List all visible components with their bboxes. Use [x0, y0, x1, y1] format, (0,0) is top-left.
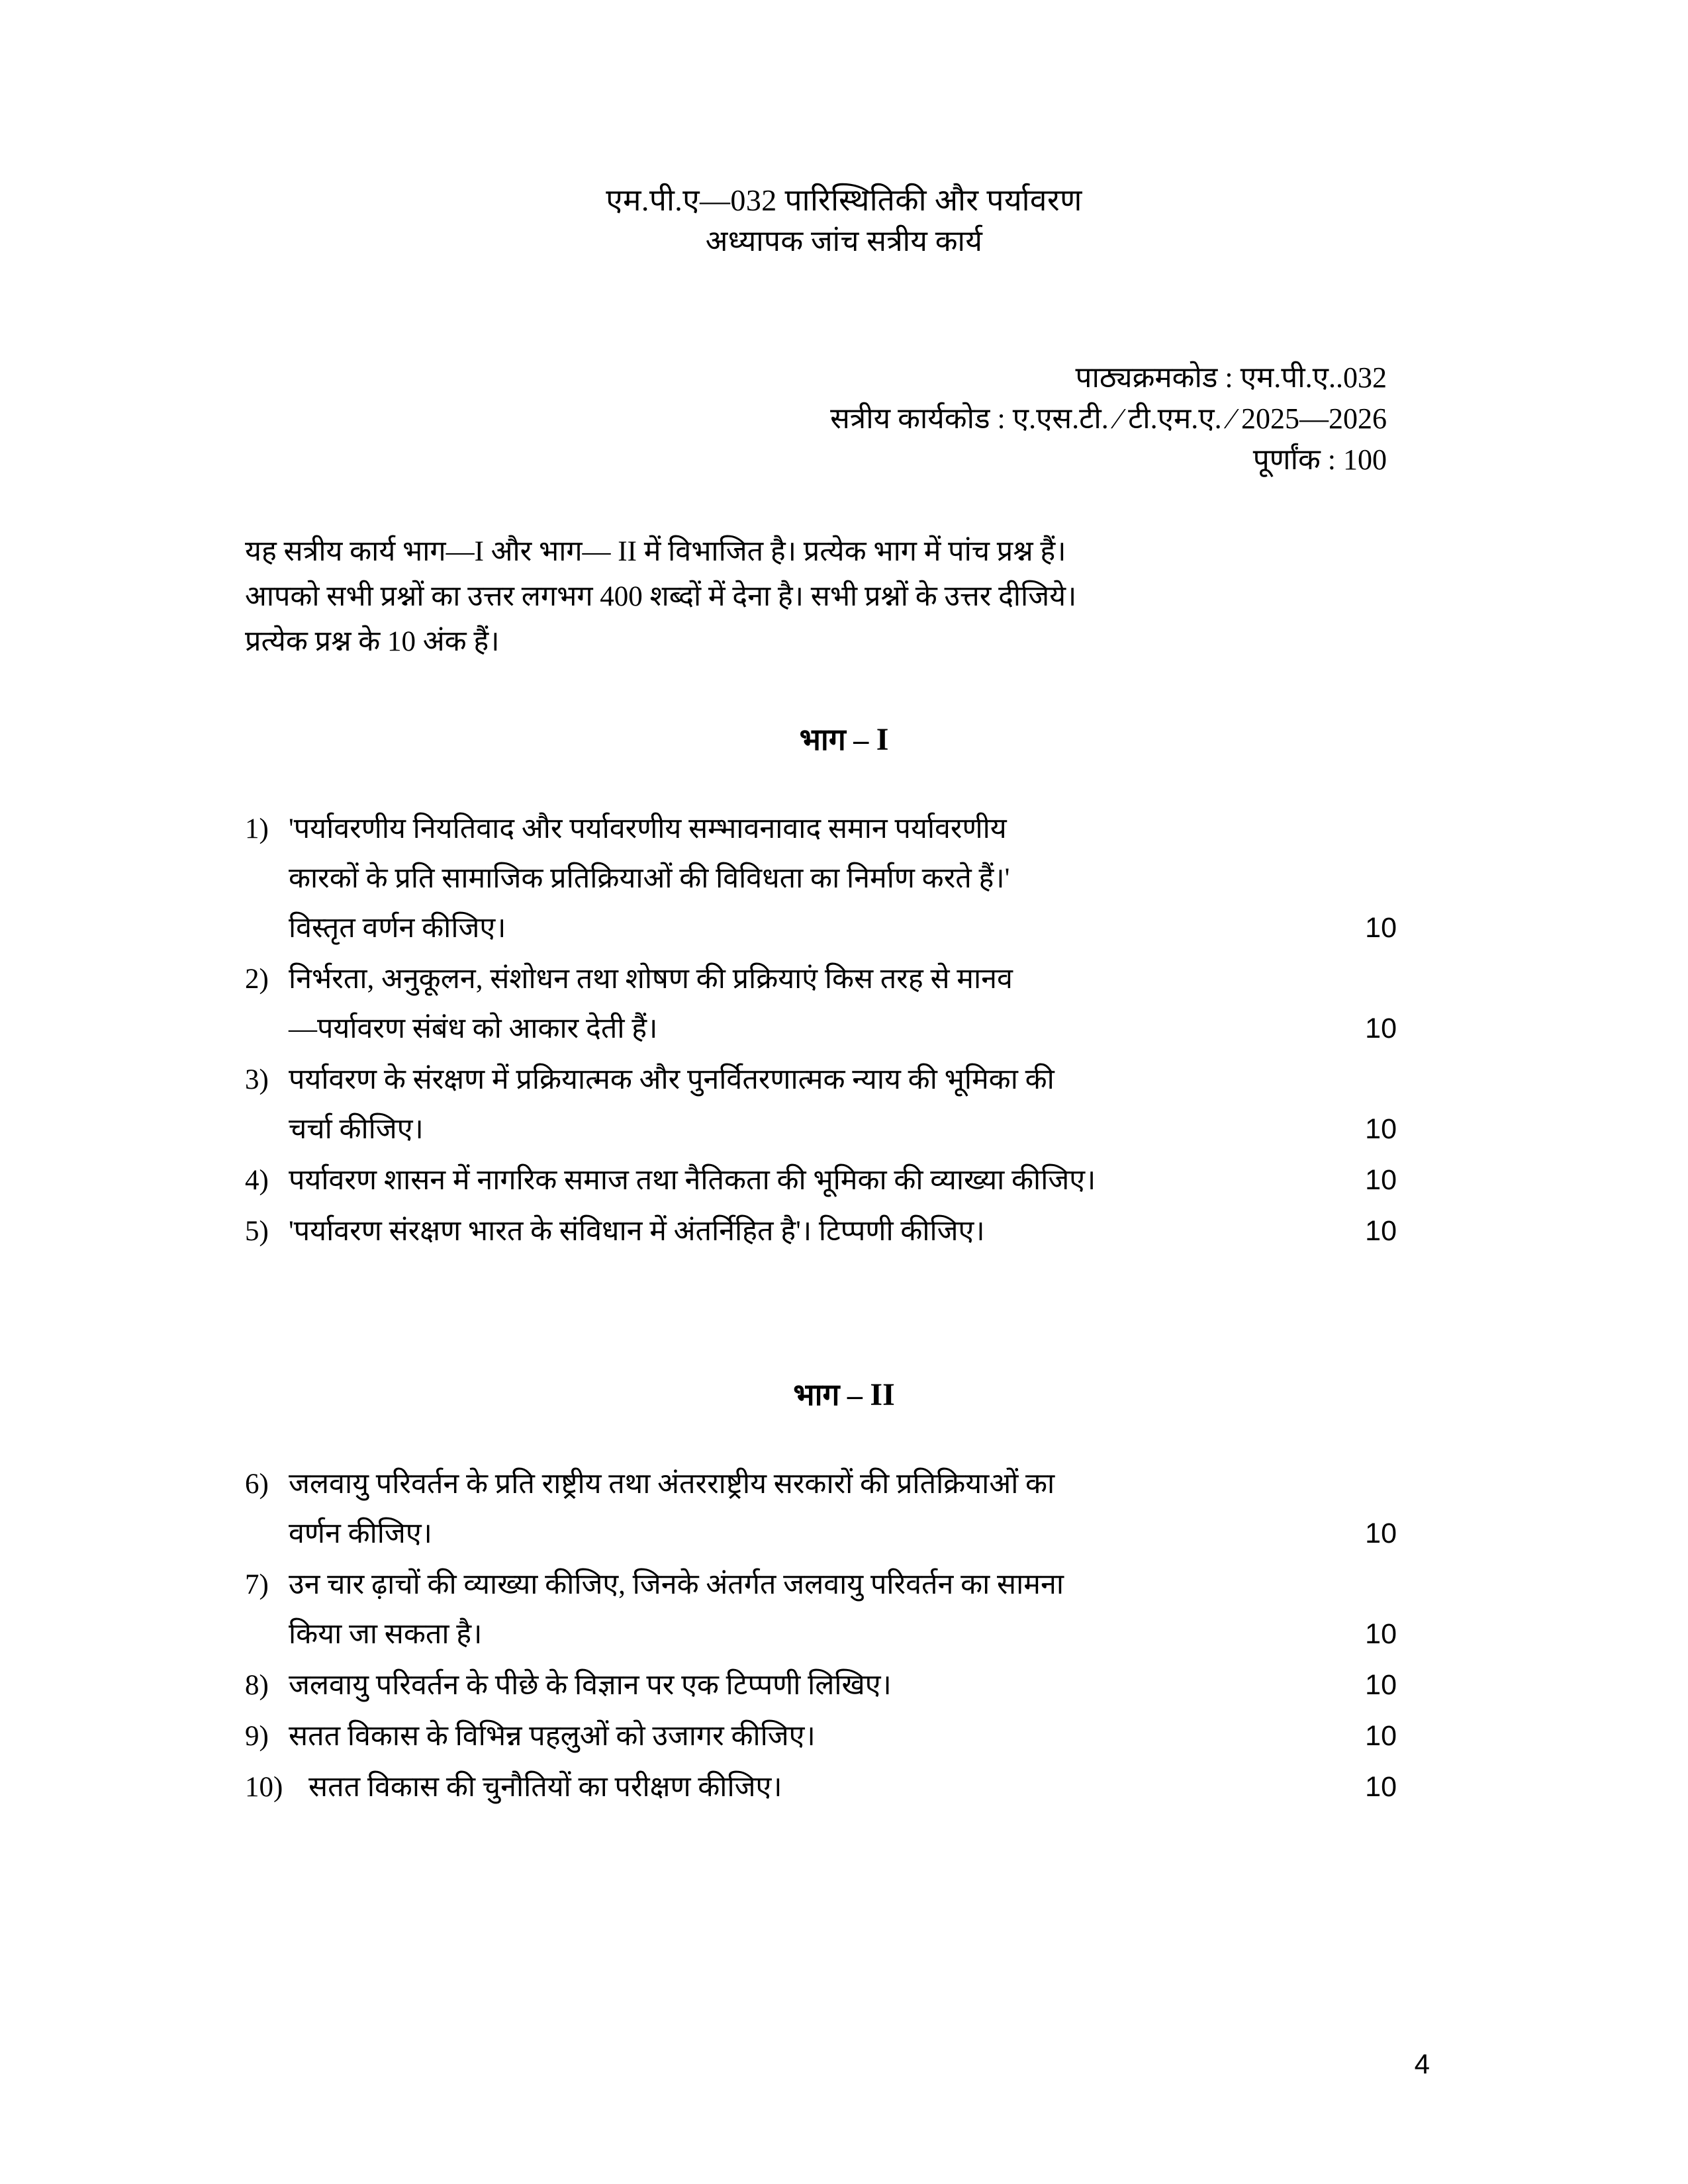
question-text-line: विस्तृत वर्णन कीजिए।	[289, 913, 506, 944]
question-text	[289, 954, 1297, 1054]
question-marks: 10	[1365, 1669, 1397, 1701]
instruction-line-3: प्रत्येक प्रश्न के 10 अंक हैं।	[245, 626, 500, 657]
question-number: 8)	[245, 1670, 269, 1701]
question-item	[245, 1156, 1397, 1205]
total-marks: पूर्णांक : 100	[1252, 443, 1387, 476]
question-item	[245, 1661, 1397, 1710]
question-text	[308, 1762, 1297, 1812]
question-item	[245, 1762, 1397, 1812]
title-line-2: अध्यापक जांच सत्रीय कार्य	[705, 225, 983, 257]
part-1-heading-numeral: I	[876, 722, 889, 757]
part-2-heading-label: भाग –	[793, 1378, 870, 1412]
question-text	[289, 804, 1297, 953]
question-text-line: चर्चा कीजिए।	[289, 1114, 424, 1145]
assignment-meta	[830, 357, 1387, 480]
question-number: 4)	[245, 1165, 269, 1196]
question-text	[289, 1156, 1297, 1205]
question-marks: 10	[1365, 1164, 1397, 1196]
question-text-line: वर्णन कीजिए।	[289, 1518, 432, 1549]
question-text-line: जलवायु परिवर्तन के प्रति राष्ट्रीय तथा अंतरराष्ट्रीय सरकारों की प्रतिक्रियाओं का	[289, 1469, 1055, 1500]
question-text-line: कारकों के प्रति सामाजिक प्रतिक्रियाओं की विविधता का निर्माण करते हैं।'	[289, 863, 1010, 894]
question-text-line: सतत विकास के विभिन्न पहलुओं को उजागर कीजिए।	[289, 1721, 816, 1752]
part-1-question-list	[245, 804, 1397, 1257]
question-number: 10)	[245, 1772, 283, 1803]
assignment-code: सत्रीय कार्यकोड : ए.एस.टी. ⁄ टी.एम.ए. ⁄ 2025—2026	[830, 402, 1387, 435]
part-2-heading-numeral: II	[870, 1377, 895, 1412]
question-text-line: निर्भरता, अनुकूलन, संशोधन तथा शोषण की प्रक्रियाएं किस तरह से मानव	[289, 964, 1013, 995]
question-row	[245, 1156, 1397, 1205]
question-text	[289, 1055, 1297, 1154]
question-text	[289, 1560, 1297, 1659]
question-marks: 10	[1365, 912, 1397, 944]
question-number: 5)	[245, 1216, 269, 1247]
page-title	[0, 180, 1688, 262]
question-row	[245, 1206, 1397, 1256]
instruction-line-2: आपको सभी प्रश्नों का उत्तर लगभग 400 शब्दों में देना है। सभी प्रश्नों के उत्तर दीजिये।	[245, 581, 1077, 612]
question-text	[289, 1661, 1297, 1710]
question-marks: 10	[1365, 1113, 1397, 1145]
question-item	[245, 1206, 1397, 1256]
question-number: 6)	[245, 1469, 269, 1500]
question-marks: 10	[1365, 1771, 1397, 1803]
question-row	[245, 804, 1397, 953]
question-row	[245, 954, 1397, 1054]
instructions-block	[245, 529, 1436, 664]
question-text	[289, 1459, 1297, 1559]
question-marks: 10	[1365, 1013, 1397, 1044]
question-number: 3)	[245, 1064, 269, 1095]
part-1-heading	[0, 718, 1688, 759]
question-text-line: 'पर्यावरण संरक्षण भारत के संविधान में अंतर्निहित है'। टिप्पणी कीजिए।	[289, 1216, 985, 1247]
question-marks: 10	[1365, 1720, 1397, 1752]
question-text-line: 'पर्यावरणीय नियतिवाद और पर्यावरणीय सम्भावनावाद समान पर्यावरणीय	[289, 813, 1007, 844]
question-row	[245, 1459, 1397, 1559]
course-code: पाठ्यक्रमकोड : एम.पी.ए..032	[1075, 361, 1387, 394]
part-1-heading-label: भाग –	[799, 723, 876, 756]
question-item	[245, 804, 1397, 953]
question-number: 9)	[245, 1721, 269, 1752]
question-text-line: —पर्यावरण संबंध को आकार देती हैं।	[289, 1013, 658, 1044]
title-line-1: एम.पी.ए—032 पारिस्थितिकी और पर्यावरण	[606, 183, 1082, 217]
question-item	[245, 1459, 1397, 1559]
question-row	[245, 1762, 1397, 1812]
question-text-line: जलवायु परिवर्तन के पीछे के विज्ञान पर एक टिप्पणी लिखिए।	[289, 1670, 892, 1701]
question-number: 7)	[245, 1569, 269, 1600]
question-text-line: उन चार ढ़ाचों की व्याख्या कीजिए, जिनके अंतर्गत जलवायु परिवर्तन का सामना	[289, 1569, 1064, 1600]
question-number: 2)	[245, 964, 269, 995]
question-item	[245, 954, 1397, 1054]
question-text-line: पर्यावरण के संरक्षण में प्रक्रियात्मक और पुनर्वितरणात्मक न्याय की भूमिका की	[289, 1064, 1055, 1095]
question-item	[245, 1560, 1397, 1659]
question-row	[245, 1560, 1397, 1659]
question-marks: 10	[1365, 1618, 1397, 1650]
question-text-line: सतत विकास की चुनौतियों का परीक्षण कीजिए।	[308, 1772, 782, 1803]
question-marks: 10	[1365, 1215, 1397, 1247]
question-marks: 10	[1365, 1518, 1397, 1549]
part-2-heading	[0, 1373, 1688, 1414]
instruction-line-1: यह सत्रीय कार्य भाग—I और भाग— II में विभाजित है। प्रत्येक भाग में पांच प्रश्न हैं।	[245, 536, 1066, 567]
question-row	[245, 1661, 1397, 1710]
question-row	[245, 1711, 1397, 1761]
page-number: 4	[1414, 2048, 1430, 2079]
question-number: 1)	[245, 813, 269, 844]
question-text-line: किया जा सकता है।	[289, 1619, 483, 1650]
question-row	[245, 1055, 1397, 1154]
question-item	[245, 1055, 1397, 1154]
question-text	[289, 1206, 1297, 1256]
question-item	[245, 1711, 1397, 1761]
part-2-question-list	[245, 1459, 1397, 1813]
question-text-line: पर्यावरण शासन में नागरिक समाज तथा नैतिकता की भूमिका की व्याख्या कीजिए।	[289, 1165, 1096, 1196]
question-text	[289, 1711, 1297, 1761]
